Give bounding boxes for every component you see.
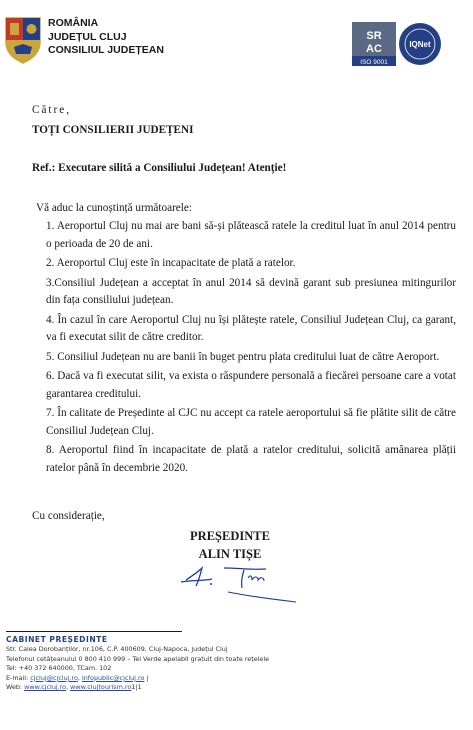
srac-certification-logo [352,22,396,66]
org-line-county: JUDEȚUL CLUJ [48,30,127,43]
email-tail: | [144,673,149,682]
salutation-to: Către, [32,104,72,116]
handwritten-signature [178,562,308,604]
org-line-country: ROMÂNIA [48,17,99,29]
email-label: E-mail: [6,673,31,682]
list-item: 3.Consiliul Județean a acceptat în anul 2014 să devină garant sub presiunea mitingurilor din fața consiliului județean. [46,276,456,306]
web-separator: , [66,683,71,692]
srac-text-top: SR [366,30,382,42]
coat-of-arms-logo [4,14,42,64]
list-item: 7. În calitate de Președinte al CJC nu accept ca ratele aeroportului să fie plătite silit de către Consiliul Județean Cluj. [46,407,456,437]
footer-email-row [6,674,269,684]
list-item: 1. Aeroportul Cluj nu mai are bani să-și plătească ratele la creditul luat în anul 2014 pentru o perioada de 20 de ani. [46,220,456,250]
page-number: 1|1 [131,683,142,692]
numbered-list [46,218,456,479]
signer-title: PREȘEDINTE [190,529,270,543]
footer-contact [6,634,269,693]
intro-line: Vă aduc la cunoștință următoarele: [36,202,192,214]
list-item: 2. Aeroportul Cluj este în incapacitate de plată a ratelor. [46,257,296,269]
recipients: TOȚI CONSILIERII JUDEȚENI [32,124,194,136]
closing-line: Cu considerație, [32,510,105,522]
srac-text-bottom: AC [366,43,382,55]
email-separator: , [77,673,82,682]
web-link-cjcluj[interactable]: www.cjcluj.ro [24,683,67,692]
footer-tel: Tel: +40 372 640000, TCam. 102 [6,664,112,673]
email-link-cjcluj[interactable]: cjcluj@cjcluj.ro [30,673,78,682]
srac-iso-text: ISO 9001 [360,59,388,66]
list-item: 4. În cazul în care Aeroportul Cluj nu își plătește ratele, Consiliul Județean Cluj, ca garant, va fi executat silit de către creditor. [46,313,456,343]
web-link-clujtourism[interactable]: www.clujtourism.ro [70,683,132,692]
org-line-council: CONSILIUL JUDEȚEAN [48,44,164,56]
web-label: Web: [6,683,25,692]
footer-web-row [6,683,269,693]
reference-line: Ref.: Executare silită a Consiliului Județean! Atenție! [32,162,287,174]
iqnet-text: IQNet [409,40,431,49]
organization-name [48,17,164,58]
signature-block [170,527,290,563]
footer-heading: CABINET PREȘEDINTE [6,635,108,644]
signer-name: ALIN TIȘE [198,547,262,561]
list-item: 6. Dacă va fi executat silit, va exista o răspundere personală a fiecărei persoane care a votat garantarea creditului. [46,370,456,400]
iqnet-certification-logo [398,22,442,66]
footer-divider [6,631,182,632]
list-item: 5. Consiliul Județean nu are banii în buget pentru plata creditului luat de către Aeroport. [46,350,440,363]
email-link-infopublic[interactable]: infopublic@cjcluj.ro [81,673,145,682]
footer-address: Str. Calea Dorobanților, nr.106, C.P. 400609, Cluj-Napoca, județul Cluj [6,645,228,653]
footer-phone-line: Telefonul cetățeanului 0 800 410 999 – Tel Verde apelabil gratuit din toate rețelele [6,654,270,663]
list-item: 8. Aeroportul fiind în incapacitate de plată a ratelor creditului, solicită amânarea plății ratelor până în decembrie 2020. [46,444,456,474]
